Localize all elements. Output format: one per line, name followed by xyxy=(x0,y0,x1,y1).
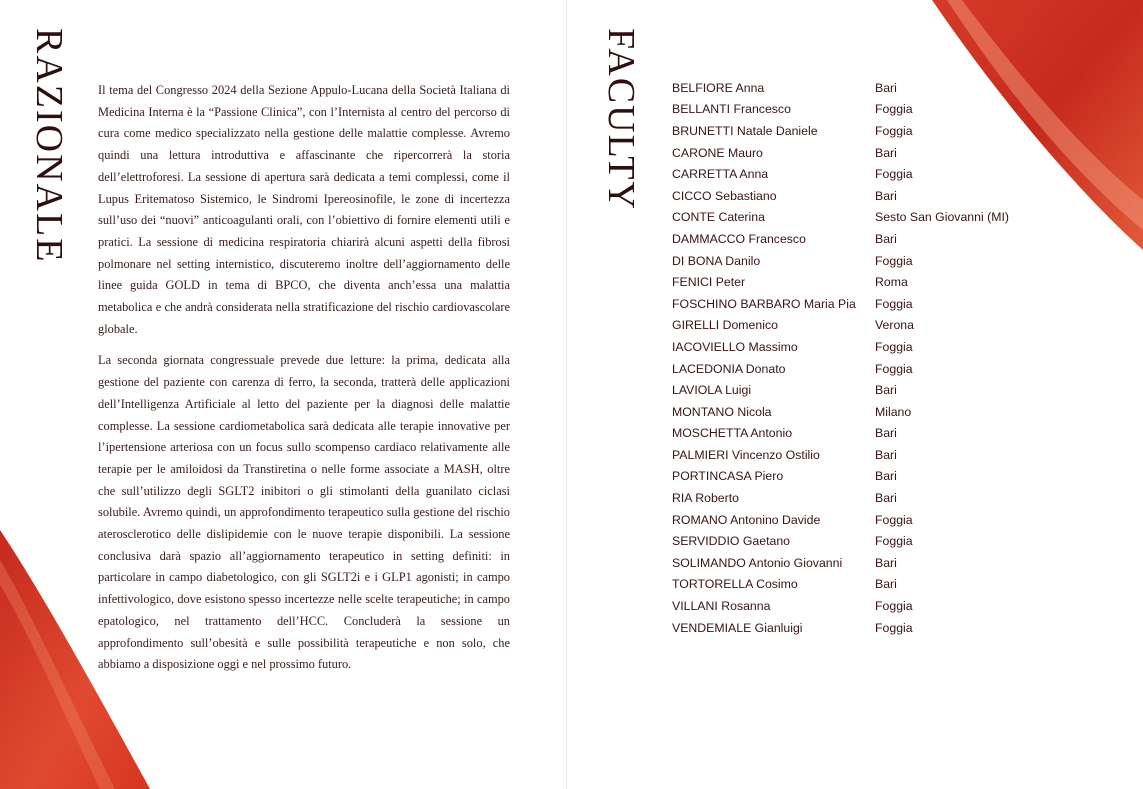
faculty-row xyxy=(672,99,1132,121)
faculty-city: Foggia xyxy=(875,253,913,268)
faculty-name: BRUNETTI Natale Daniele xyxy=(672,123,818,138)
faculty-name: VENDEMIALE Gianluigi xyxy=(672,620,803,635)
razionale-title: RAZIONALE xyxy=(28,28,70,264)
faculty-city: Milano xyxy=(875,404,912,419)
faculty-name: CARRETTA Anna xyxy=(672,167,769,182)
faculty-row xyxy=(672,293,1132,315)
faculty-city: Roma xyxy=(875,275,908,290)
faculty-name: CARONE Mauro xyxy=(672,145,763,160)
faculty-row xyxy=(672,487,1132,509)
faculty-row xyxy=(672,401,1132,423)
faculty-row xyxy=(672,574,1132,596)
faculty-row xyxy=(672,617,1132,639)
razionale-paragraph-2: La seconda giornata congressuale prevede due letture: la prima, dedicata alla gestione del paziente con carenza di ferro, la seconda, tratterà delle applicazioni dell’Intelligenza Artificiale al letto del paziente per la diagnosi delle malattie complesse. La sessione cardiometabolica sarà dedicata alle terapie innovative per l’ipertensione arteriosa con un focus sullo scompenso cardiaco relativamente alle terapie per le amiloidosi da Transtiretina o nelle forme associate a MASH, oltre che sull’utilizzo degli SGLT2 inibitori o gli stimolanti della guanilato ciclasi solubile. Avremo quindi, un approfondimento terapeutico sulla gestione del rischio aterosclerotico delle dislipidemie con le nuove terapie disponibili. La sessione conclusiva darà spazio all’aggiornamento terapeutico in setting definiti: in particolare in campo diabetologico, con gli SGLT2i e i GLP1 agonisti; in campo infettivologico, dove esistono spesso incertezze nelle scelte terapeutiche; in campo epatologico, nel trattamento dell’HCC. Concluderà la sessione un approfondimento sull’obesità e sulle possibilità terapeutiche e non solo, che abbiamo a disposizione oggi e nel prossimo futuro. xyxy=(98,353,510,672)
faculty-name: RIA Roberto xyxy=(672,491,739,506)
faculty-city: Bari xyxy=(875,145,897,160)
faculty-city: Bari xyxy=(875,426,897,441)
faculty-row xyxy=(672,77,1132,99)
faculty-city: Bari xyxy=(875,491,897,506)
faculty-city: Bari xyxy=(875,469,897,484)
faculty-city: Bari xyxy=(875,447,897,462)
faculty-name: LACEDONIA Donato xyxy=(672,361,786,376)
faculty-row xyxy=(672,250,1132,272)
faculty-row xyxy=(672,120,1132,142)
faculty-city: Foggia xyxy=(875,102,913,117)
faculty-name: CICCO Sebastiano xyxy=(672,188,777,203)
faculty-row xyxy=(672,595,1132,617)
faculty-city: Foggia xyxy=(875,620,913,635)
faculty-row xyxy=(672,509,1132,531)
faculty-row xyxy=(672,271,1132,293)
faculty-name: CONTE Caterina xyxy=(672,210,765,225)
razionale-body xyxy=(98,80,510,686)
faculty-row xyxy=(672,358,1132,380)
faculty-name: LAVIOLA Luigi xyxy=(672,383,752,398)
faculty-name: BELLANTI Francesco xyxy=(672,102,791,117)
faculty-name: FENICI Peter xyxy=(672,275,746,290)
faculty-name: MOSCHETTA Antonio xyxy=(672,426,793,441)
left-page xyxy=(0,0,567,789)
faculty-row xyxy=(672,163,1132,185)
faculty-city: Bari xyxy=(875,383,897,398)
faculty-name: GIRELLI Domenico xyxy=(672,318,778,333)
faculty-row xyxy=(672,530,1132,552)
faculty-row xyxy=(672,207,1132,229)
faculty-row xyxy=(672,228,1132,250)
faculty-name: PORTINCASA Piero xyxy=(672,469,784,484)
faculty-name: TORTORELLA Cosimo xyxy=(672,577,798,592)
faculty-name: VILLANI Rosanna xyxy=(672,599,771,614)
razionale-paragraph-1: Il tema del Congresso 2024 della Sezione Appulo-Lucana della Società Italiana di Medicina Interna è la “Passione Clinica”, con l’Internista al centro del percorso di cura come medico specializzato nella gestione delle malattie complesse. Avremo quindi una lettura introduttiva e affascinante che ripercorrerà la storia dell’elettroforesi. La sessione di apertura sarà dedicata a temi complessi, come il Lupus Eritematoso Sistemico, le Sindromi Ipereosinofile, le zone di incertezza sull’uso dei “nuovi” anticoagulanti orali, con l’obiettivo di fornire elementi utili e pratici. La sessione di medicina respiratoria chiarirà alcuni aspetti della fibrosi polmonare nel setting internistico, discuteremo inoltre dell’aggiornamento delle linee guida GOLD in tema di BPCO, che diventa anch’essa una malattia metabolica e che andrà considerata nella stratificazione del rischio cardiovascolare globale. xyxy=(98,83,510,336)
faculty-name: BELFIORE Anna xyxy=(672,80,765,95)
faculty-row xyxy=(672,466,1132,488)
faculty-city: Bari xyxy=(875,231,897,246)
faculty-city: Foggia xyxy=(875,534,913,549)
faculty-city: Foggia xyxy=(875,361,913,376)
faculty-row xyxy=(672,423,1132,445)
faculty-name: ROMANO Antonino Davide xyxy=(672,512,821,527)
faculty-city: Foggia xyxy=(875,167,913,182)
faculty-name: DI BONA Danilo xyxy=(672,253,761,268)
faculty-row xyxy=(672,552,1132,574)
faculty-city: Foggia xyxy=(875,339,913,354)
faculty-name: DAMMACCO Francesco xyxy=(672,231,806,246)
faculty-city: Foggia xyxy=(875,123,913,138)
faculty-city: Bari xyxy=(875,577,897,592)
faculty-city: Bari xyxy=(875,80,897,95)
faculty-row xyxy=(672,315,1132,337)
faculty-title: FACULTY xyxy=(600,28,642,211)
faculty-name: FOSCHINO BARBARO Maria Pia xyxy=(672,296,856,311)
faculty-name: MONTANO Nicola xyxy=(672,404,772,419)
faculty-row xyxy=(672,142,1132,164)
faculty-row xyxy=(672,336,1132,358)
faculty-city: Sesto San Giovanni (MI) xyxy=(875,210,1009,225)
faculty-city: Foggia xyxy=(875,599,913,614)
faculty-city: Verona xyxy=(875,318,914,333)
faculty-city: Foggia xyxy=(875,512,913,527)
faculty-row xyxy=(672,185,1132,207)
faculty-city: Bari xyxy=(875,555,897,570)
faculty-name: SOLIMANDO Antonio Giovanni xyxy=(672,555,843,570)
faculty-list xyxy=(672,77,1132,638)
faculty-name: IACOVIELLO Massimo xyxy=(672,339,798,354)
faculty-row xyxy=(672,444,1132,466)
faculty-name: SERVIDDIO Gaetano xyxy=(672,534,791,549)
faculty-city: Bari xyxy=(875,188,897,203)
faculty-name: PALMIERI Vincenzo Ostilio xyxy=(672,447,820,462)
faculty-city: Foggia xyxy=(875,296,913,311)
faculty-row xyxy=(672,379,1132,401)
right-page xyxy=(567,0,1143,789)
